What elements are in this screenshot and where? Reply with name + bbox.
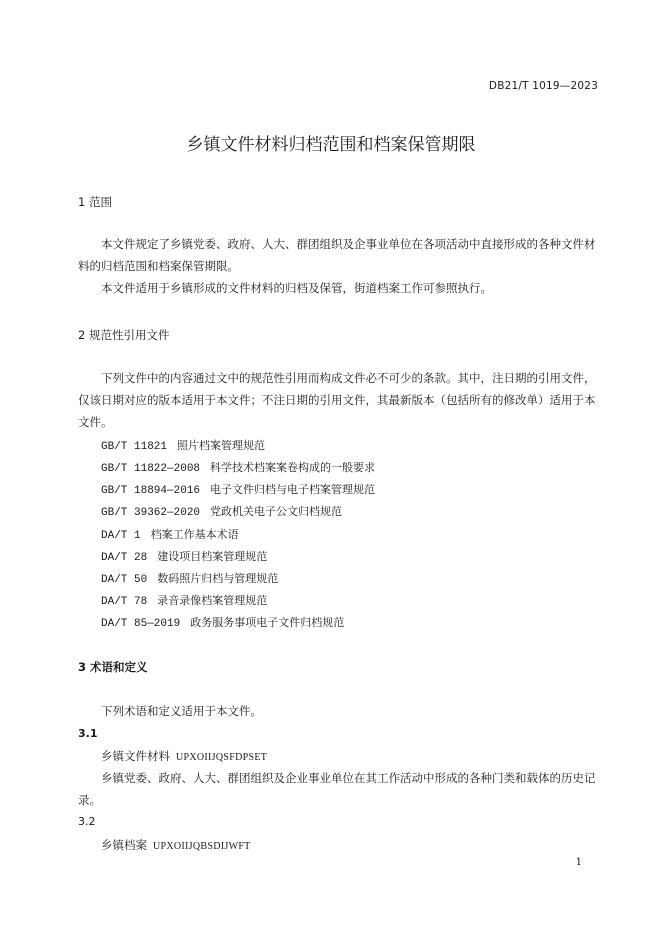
- reference-code: GB/T 11821: [101, 441, 168, 453]
- reference-code: GB/T 18894—2016: [101, 485, 201, 497]
- reference-code: DA/T 50: [101, 574, 148, 586]
- section-2-intro: 下列文件中的内容通过文中的规范性引用而构成文件必不可少的条款。其中，注日期的引用文件，仅该日期对应的版本适用于本文件；不注日期的引用文件，其最新版本（包括所有的修改单）适用于本文件。: [78, 371, 596, 429]
- term-name-zh: 乡镇文件材料: [101, 749, 170, 763]
- term-name-en: UPXOIIJQSFDPSET: [176, 752, 268, 763]
- reference-title: 党政机关电子公文归档规范: [210, 505, 343, 518]
- reference-code: DA/T 28: [101, 552, 148, 564]
- reference-title: 电子文件归档与电子档案管理规范: [210, 483, 376, 496]
- reference-code: DA/T 78: [101, 596, 148, 608]
- reference-title: 档案工作基本术语: [150, 528, 239, 541]
- reference-item: [101, 548, 267, 564]
- reference-code: DA/T 1: [101, 530, 141, 542]
- reference-code: DA/T 85—2019: [101, 618, 181, 630]
- term-name: [101, 748, 267, 764]
- document-number: DB21/T 1019—2023: [488, 80, 598, 92]
- section-1-paragraph-1: 本文件规定了乡镇党委、政府、人大、群团组织及企事业单位在各项活动中直接形成的各种文件材料的归档范围和档案保管期限。: [78, 237, 596, 273]
- page-number: 1: [575, 857, 582, 868]
- page-title: 乡镇文件材料归档范围和档案保管期限: [186, 135, 476, 155]
- reference-title: 数码照片归档与管理规范: [157, 572, 279, 585]
- reference-item: [101, 459, 375, 475]
- reference-title: 建设项目档案管理规范: [157, 550, 268, 563]
- reference-item: [101, 570, 278, 586]
- section-3-intro: 下列术语和定义适用于本文件。: [101, 704, 262, 718]
- term-name: [101, 837, 251, 853]
- term-definition: 乡镇党委、政府、人大、群团组织及企业事业单位在其工作活动中形成的各种门类和载体的历史记录。: [78, 771, 596, 807]
- term-number: 3.1: [78, 727, 98, 740]
- reference-code: GB/T 39362—2020: [101, 507, 201, 519]
- reference-title: 录音录像档案管理规范: [157, 594, 268, 607]
- reference-title: 科学技术档案案卷构成的一般要求: [210, 461, 376, 474]
- reference-item: [101, 614, 344, 630]
- section-2-heading: 2 规范性引用文件: [78, 328, 170, 342]
- reference-item: [101, 592, 267, 608]
- reference-item: [101, 526, 239, 542]
- reference-title: 政务服务事项电子文件归档规范: [190, 616, 345, 629]
- section-1-heading: 1 范围: [78, 195, 112, 209]
- section-1-paragraph-2: 本文件适用于乡镇形成的文件材料的归档及保管，街道档案工作可参照执行。: [101, 281, 492, 295]
- reference-item: [101, 503, 342, 519]
- reference-title: 照片档案管理规范: [177, 439, 266, 452]
- term-name-zh: 乡镇档案: [101, 838, 147, 852]
- section-3-heading: 3 术语和定义: [78, 660, 148, 674]
- term-name-en: UPXOIIJQBSDIJWFT: [153, 841, 251, 852]
- reference-code: GB/T 11822—2008: [101, 463, 201, 475]
- term-number: 3.2: [78, 815, 96, 828]
- reference-item: [101, 437, 265, 453]
- reference-item: [101, 481, 375, 497]
